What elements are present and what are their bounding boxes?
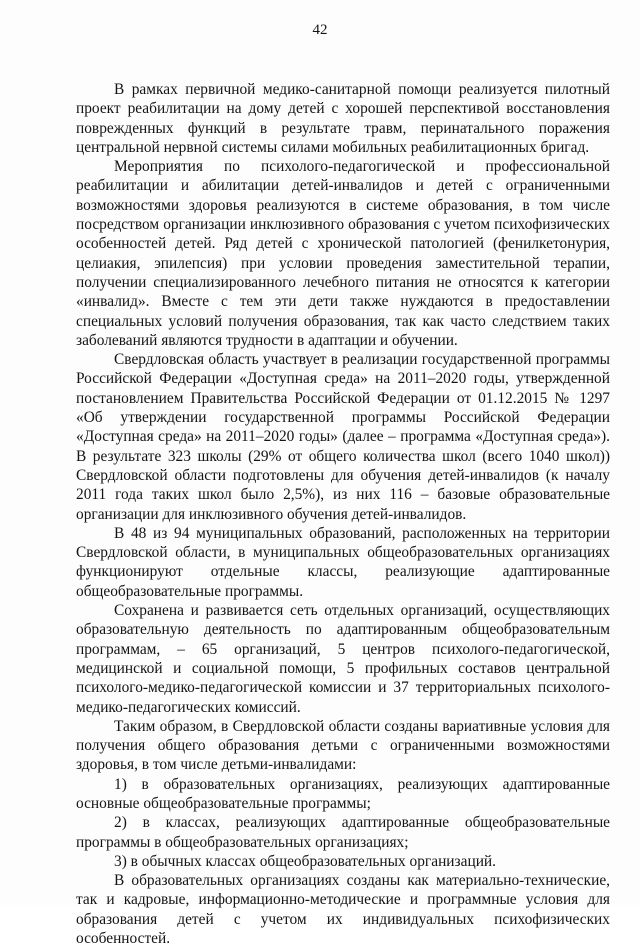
list-item-1: 1) в образовательных организациях, реализующих адаптированные основные общеобразовательные программы; — [76, 775, 610, 812]
page-number: 42 — [312, 22, 328, 38]
paragraph-conclusion: Таким образом, в Свердловской области созданы вариативные условия для получения общего образования детьми с ограниченными возможностями здоровья, в том числе детьми-инвалидами: — [76, 717, 610, 774]
paragraph-organizations-network: Сохранена и развивается сеть отдельных организаций, осуществляющих образовательную деятельность по адаптированным общеобразовательным программам, – 65 организаций, 5 центров психолого-педагогической, медицинской и социальной помощи, 5 профильных составов центральной психолого-медико-педагогической комиссии и 37 территориальных психолого-медико-педагогических комиссий. — [76, 602, 610, 716]
paragraph-pilot-project: В рамках первичной медико-санитарной помощи реализуется пилотный проект реабилитации на дому детей с хорошей перспективой восстановления поврежденных функций в результате травм, перинатального поражения центральной нервной системы силами мобильных реабилитационных бригад. — [76, 81, 610, 156]
document-body — [76, 80, 610, 948]
paragraph-accessible-environment: Свердловская область участвует в реализации государственной программы Российской Федерации «Доступная среда» на 2011–2020 годы, утвержденной постановлением Правительства Российской Федерации от 01.12.2015 № 1297 «Об утверждении государственной программы Российской Федерации «Доступная среда» на 2011–2020 годы» (далее – программа «Доступная среда»). В результате 323 школы (29% от общего количества школ (всего 1040 школ)) Свердловской области подготовлены для обучения детей-инвалидов (к началу 2011 года таких школ было 2,5%), из них 116 – базовые образовательные организации для инклюзивного обучения детей-инвалидов. — [76, 351, 610, 523]
paragraph-rehabilitation-measures: Мероприятия по психолого-педагогической и профессиональной реабилитации и абилитации детей-инвалидов и детей с ограниченными возможностями здоровья реализуются в системе образования, в том числе посредством организации инклюзивного образования с учетом психофизических особенностей детей. Ряд детей с хронической патологией (фенилкетонурия, целиакия, эпилепсия) при условии проведения заместительной терапии, получении специализированного лечебного питания не относятся к категории «инвалид». Вместе с тем эти дети также нуждаются в предоставлении специальных условий получения образования, так как часто следствием таких заболеваний являются трудности в адаптации и обучении. — [76, 158, 610, 349]
list-item-2: 2) в классах, реализующих адаптированные общеобразовательные программы в общеобразовательных организациях; — [76, 814, 610, 851]
paragraph-municipal-classes: В 48 из 94 муниципальных образований, расположенных на территории Свердловской области, в муниципальных общеобразовательных организациях функционируют отдельные классы, реализующие адаптированные общеобразовательные программы. — [76, 524, 610, 600]
list-item-3: 3) в обычных классах общеобразовательных организаций. — [114, 852, 497, 870]
paragraph-conditions: В образовательных организациях созданы как материально-технические, так и кадровые, информационно-методические и программные условия для образования детей с учетом их индивидуальных психофизических особенностей. — [76, 872, 610, 948]
